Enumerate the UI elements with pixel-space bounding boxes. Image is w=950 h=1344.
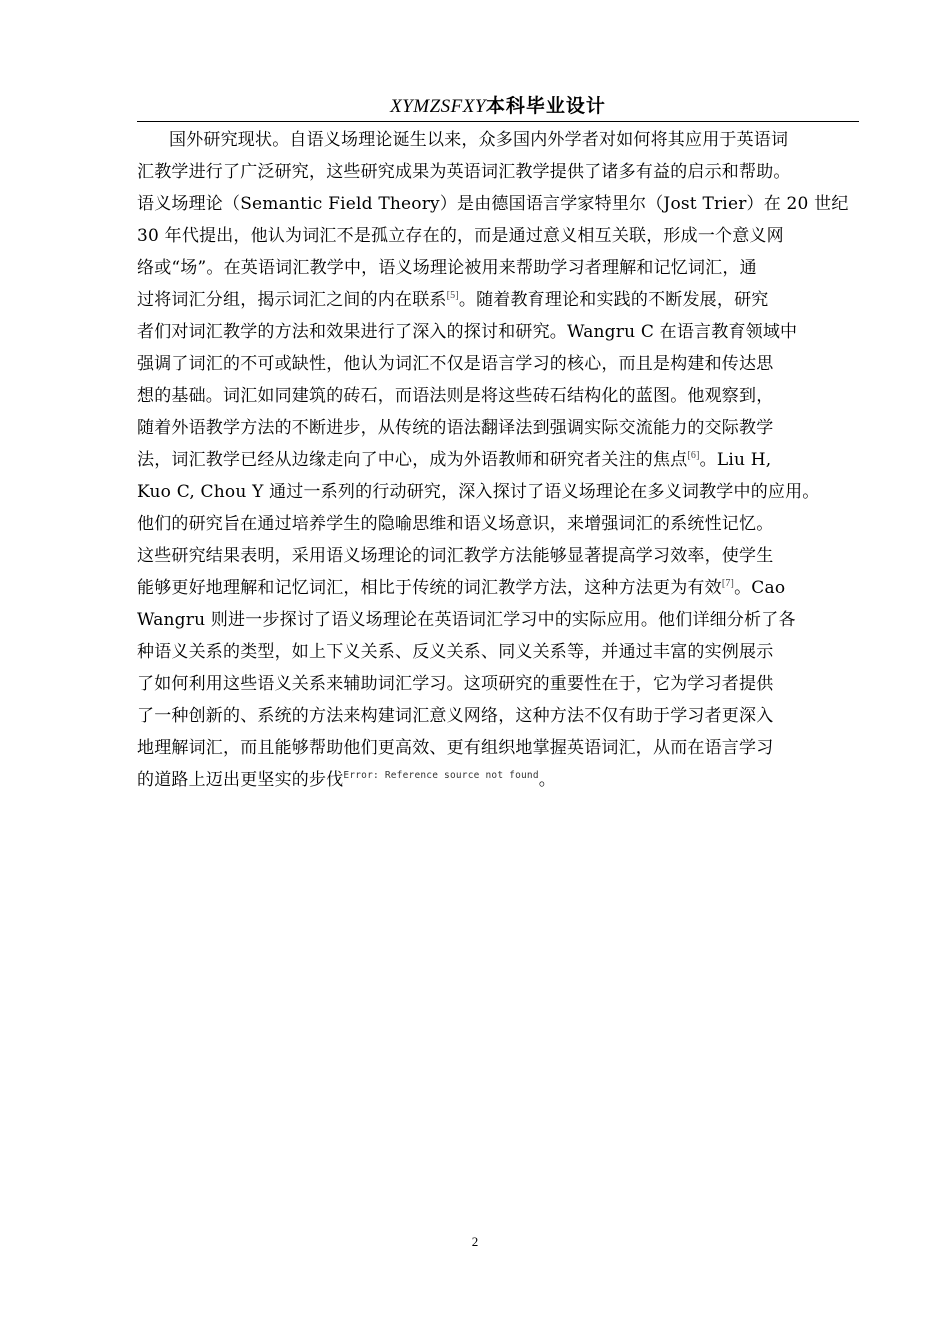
- text-line: [137, 156, 859, 188]
- citation-ref: [7]: [721, 578, 735, 589]
- page-header: [137, 92, 859, 122]
- line-text: 了如何利用这些语义关系来辅助词汇学习。这项研究的重要性在于，它为学习者提供: [137, 674, 774, 694]
- line-text: 想的基础。词汇如同建筑的砖石，而语法则是将这些砖石结构化的蓝图。他观察到，: [137, 386, 774, 406]
- citation-ref: [6]: [687, 450, 700, 461]
- line-text: 汇教学进行了广泛研究，这些研究成果为英语词汇教学提供了诸多有益的启示和帮助。: [137, 162, 791, 182]
- line-text: 强调了词汇的不可或缺性，他认为词汇不仅是语言学习的核心，而且是构建和传达思: [137, 354, 774, 374]
- line-text: 过将词汇分组，揭示词汇之间的内在联系: [137, 290, 447, 310]
- line-text: 了一种创新的、系统的方法来构建词汇意义网络，这种方法不仅有助于学习者更深入: [137, 706, 774, 726]
- text-line: [137, 604, 859, 636]
- text-line: [137, 764, 859, 796]
- text-line: [137, 700, 859, 732]
- line-text: Wangru 则进一步探讨了语义场理论在英语词汇学习中的实际应用。他们详细分析了各: [137, 610, 796, 630]
- text-line: [137, 124, 859, 156]
- text-line: [137, 444, 859, 476]
- text-line: [137, 732, 859, 764]
- line-text: 。: [538, 770, 556, 790]
- line-text: 国外研究现状。自语义场理论诞生以来，众多国内外学者对如何将其应用于英语词: [169, 130, 789, 150]
- line-text: 地理解词汇，而且能够帮助他们更高效、更有组织地掌握英语词汇，从而在语言学习: [137, 738, 774, 758]
- line-text: 能够更好地理解和记忆词汇，相比于传统的词汇教学方法，这种方法更为有效: [137, 578, 722, 598]
- body-paragraph: [137, 124, 859, 796]
- line-text: 。Cao: [734, 578, 786, 598]
- header-cjk-title: 本科毕业设计: [485, 95, 606, 117]
- text-line: [137, 412, 859, 444]
- text-line: [137, 348, 859, 380]
- text-line: [137, 284, 859, 316]
- line-text: 。随着教育理论和实践的不断发展，研究: [458, 290, 769, 310]
- reference-error-field: Error: Reference source not found: [343, 770, 539, 781]
- line-text: 语义场理论（Semantic Field Theory）是由德国语言学家特里尔（Jost Trier）在 20 世纪: [137, 194, 849, 214]
- text-line: [137, 188, 859, 220]
- page-number: 2: [471, 1234, 479, 1249]
- text-line: [137, 508, 859, 540]
- text-line: [137, 540, 859, 572]
- line-text: 随着外语教学方法的不断进步，从传统的语法翻译法到强调实际交流能力的交际教学: [137, 418, 774, 438]
- header-latin-title: XYMZSFXY: [390, 96, 486, 117]
- line-text: 。Liu H,: [699, 450, 772, 470]
- text-line: [137, 380, 859, 412]
- text-line: [137, 636, 859, 668]
- text-line: [137, 220, 859, 252]
- text-line: [137, 668, 859, 700]
- text-line: [137, 252, 859, 284]
- header-divider: [137, 121, 859, 122]
- citation-ref: [5]: [446, 290, 459, 301]
- line-text: Kuo C, Chou Y 通过一系列的行动研究，深入探讨了语义场理论在多义词教学中的应用。: [137, 482, 820, 502]
- line-text: 30 年代提出，他认为词汇不是孤立存在的，而是通过意义相互关联，形成一个意义网: [137, 226, 784, 246]
- line-text: 者们对词汇教学的方法和效果进行了深入的探讨和研究。Wangru C 在语言教育领域中: [137, 322, 798, 342]
- line-text: 的道路上迈出更坚实的步伐: [137, 770, 344, 790]
- text-line: [137, 572, 859, 604]
- text-line: [137, 476, 859, 508]
- line-text: 种语义关系的类型，如上下义关系、反义关系、同义关系等，并通过丰富的实例展示: [137, 642, 774, 662]
- line-text: 法，词汇教学已经从边缘走向了中心，成为外语教师和研究者关注的焦点: [137, 450, 688, 470]
- line-text: 这些研究结果表明，采用语义场理论的词汇教学方法能够显著提高学习效率，使学生: [137, 546, 774, 566]
- text-line: [137, 316, 859, 348]
- line-text: 络或“场”。在英语词汇教学中，语义场理论被用来帮助学习者理解和记忆词汇，通: [137, 258, 757, 278]
- line-text: 他们的研究旨在通过培养学生的隐喻思维和语义场意识，来增强词汇的系统性记忆。: [137, 514, 774, 534]
